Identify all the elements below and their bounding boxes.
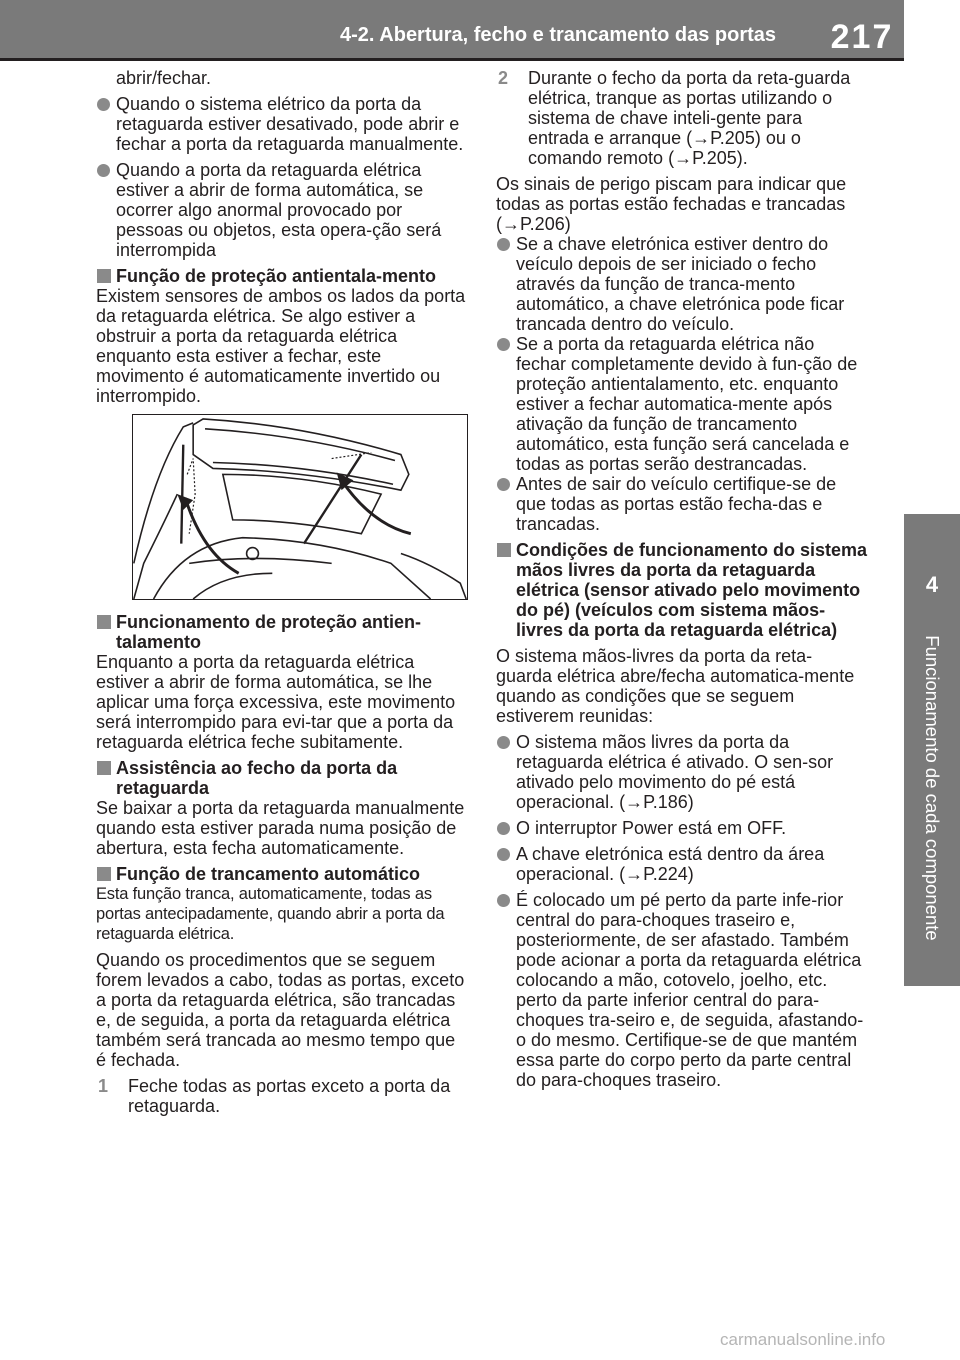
tailgate-illustration-svg <box>133 415 467 599</box>
bullet-dot-icon <box>497 848 510 861</box>
list-item <box>496 234 868 334</box>
header-rule <box>0 58 904 61</box>
section-heading <box>96 864 468 884</box>
step-item <box>96 1076 468 1116</box>
paragraph: Esta função tranca, automaticamente, todas as portas antecipadamente, quando abrir a porta da retaguarda elétrica. <box>96 885 445 943</box>
step-text: Feche todas as portas exceto a porta da retaguarda. <box>128 1076 451 1116</box>
step-number: 2 <box>498 68 509 88</box>
right-column <box>496 68 868 1096</box>
step-item <box>496 68 868 168</box>
bullet-dot-icon <box>97 164 110 177</box>
bullet-dot-icon <box>497 338 510 351</box>
tailgate-sensor-illustration <box>132 414 468 600</box>
list-item <box>96 94 468 154</box>
bullet-dot-icon <box>497 238 510 251</box>
chapter-number: 4 <box>925 572 939 597</box>
paragraph: Os sinais de perigo piscam para indicar que todas as portas estão fechadas e trancadas (→P.206) <box>496 174 847 234</box>
list-item <box>496 334 868 474</box>
list-item <box>496 474 868 534</box>
paragraph: Existem sensores de ambos os lados da porta da retaguarda elétrica. Se algo estiver a obstruir a porta da retaguarda elétrica enquanto esta estiver a fechar, este movimento é automaticamente invertido ou interrompido. <box>96 286 466 406</box>
square-bullet-icon <box>97 761 111 775</box>
section-heading <box>496 540 868 640</box>
bullet-dot-icon <box>497 478 510 491</box>
step-number: 1 <box>98 1076 109 1096</box>
square-bullet-icon <box>97 269 111 283</box>
heading-text: Condições de funcionamento do sistema mãos livres da porta da retaguarda elétrica (sensor ativado pelo movimento do pé) (veículos com sistema mãos-livres da porta da retaguarda elétrica) <box>516 540 868 640</box>
section-heading <box>96 612 468 652</box>
list-item <box>96 160 468 260</box>
section-heading <box>96 266 468 286</box>
bullet-dot-icon <box>497 822 510 835</box>
watermark: carmanualsonline.info <box>720 1330 886 1349</box>
bullet-text: Quando o sistema elétrico da porta da retaguarda estiver desativado, pode abrir e fechar a porta da retaguarda manualmente. <box>116 94 464 154</box>
bullet-text: É colocado um pé perto da parte infe-rior central do para-choques traseiro e, posteriormente, de ser afastado. Também pode acionar a porta da retaguarda elétrica colocando a mão, cotovelo, joelho, etc. perto da parte inferior central do para-choques tra-seiro e, de seguida, afastando-o do mesmo. Certifique-se de que mantém essa parte do corpo perto da parte central do para-choques traseiro. <box>516 890 864 1090</box>
heading-text: Função de trancamento automático <box>116 864 421 884</box>
bullet-text: Antes de sair do veículo certifique-se de que todas as portas estão fecha-das e trancadas. <box>516 474 837 534</box>
page-number: 217 <box>830 18 894 56</box>
bullet-text: A chave eletrónica está dentro da área operacional. (→P.224) <box>516 844 825 884</box>
paragraph: Quando os procedimentos que se seguem forem levados a cabo, todas as portas, exceto a porta da retaguarda elétrica, são trancadas e, de seguida, a porta da retaguarda elétrica também será trancada ao mesmo tempo que é fechada. <box>96 950 465 1070</box>
paragraph: O sistema mãos-livres da porta da reta-guarda elétrica abre/fecha automatica-mente quando as condições que se seguem estiverem reunidas: <box>496 646 855 726</box>
bullet-text: Se a porta da retaguarda elétrica não fechar completamente devido à fun-ção de proteção antientalamento, etc. enquanto estiver a fechar automatica-mente após ativação da função de trancamento automático, esta função será cancelada e todas as portas serão destrancadas. <box>516 334 858 474</box>
list-item <box>496 890 868 1090</box>
paragraph: Enquanto a porta da retaguarda elétrica estiver a abrir de forma automática, se lhe aplicar uma força excessiva, este movimento será interrompido para evi-tar que a porta da retaguarda elétrica feche subitamente. <box>96 652 456 752</box>
heading-text: Assistência ao fecho da porta da retaguarda <box>116 758 398 798</box>
list-item <box>496 844 868 884</box>
heading-text: Funcionamento de proteção antien-talamento <box>116 612 422 652</box>
square-bullet-icon <box>497 543 511 557</box>
bullet-text: O interruptor Power está em OFF. <box>516 818 787 838</box>
section-heading <box>96 758 468 798</box>
bullet-dot-icon <box>497 894 510 907</box>
section-title: 4-2. Abertura, fecho e trancamento das portas <box>340 24 777 46</box>
step-text: Durante o fecho da porta da reta-guarda elétrica, tranque as portas utilizando o sistema de chave inteli-gente para entrada e arranque (→P.205) ou o comando remoto (→P.205). <box>528 68 851 168</box>
bullet-text: Quando a porta da retaguarda elétrica estiver a abrir de forma automática, se ocorrer algo anormal provocado por pessoas ou objetos, esta opera-ção será interrompida <box>116 160 442 260</box>
list-item <box>496 818 868 838</box>
bullet-text: Se a chave eletrónica estiver dentro do veículo depois de ser iniciado o fecho através da função de tranca-mento automático, a chave eletrónica pode ficar trancada dentro do veículo. <box>516 234 845 334</box>
list-item <box>496 732 868 812</box>
square-bullet-icon <box>97 867 111 881</box>
square-bullet-icon <box>97 615 111 629</box>
bullet-dot-icon <box>97 98 110 111</box>
paragraph: Se baixar a porta da retaguarda manualmente quando esta estiver parada numa posição de abertura, esta fecha automaticamente. <box>96 798 465 858</box>
left-column <box>96 68 468 1122</box>
bullet-dot-icon <box>497 736 510 749</box>
bullet-text: O sistema mãos livres da porta da retaguarda elétrica é ativado. O sen-sor ativado pelo movimento do pé está operacional. (→P.186) <box>516 732 834 812</box>
heading-text: Função de proteção antientala-mento <box>116 266 437 286</box>
chapter-title: Funcionamento de cada componente <box>922 635 943 941</box>
intro-continuation: abrir/fechar. <box>116 68 212 88</box>
